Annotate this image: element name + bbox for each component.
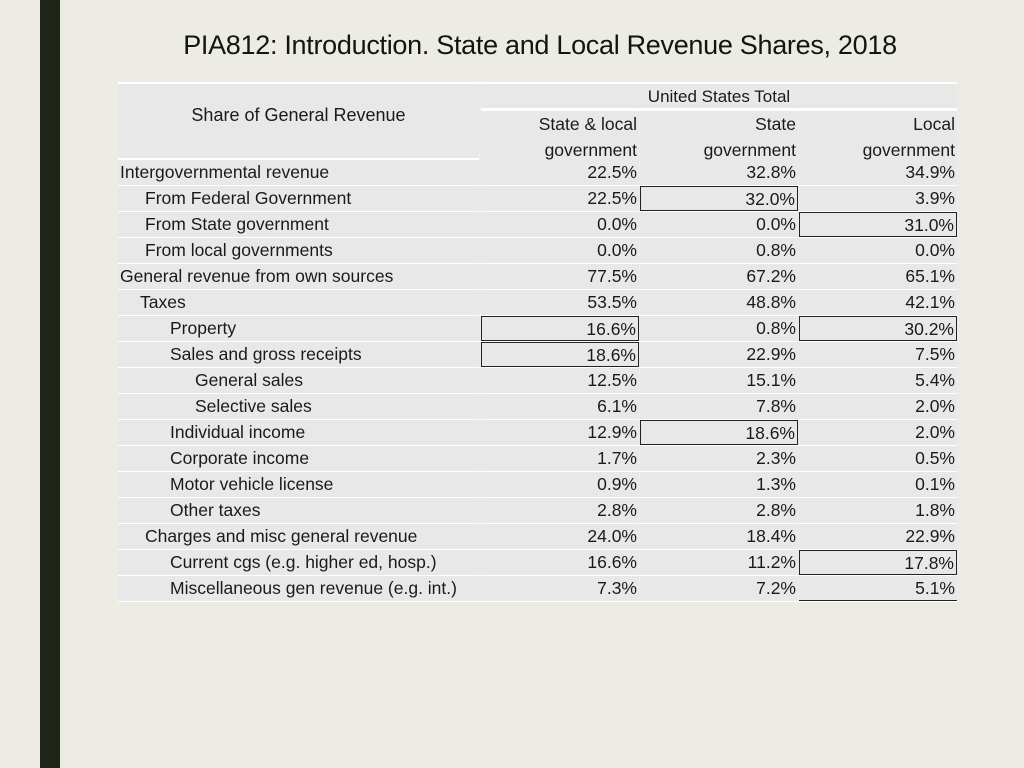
value-cell: 11.2% [640, 550, 798, 575]
value-cell: 34.9% [799, 160, 957, 185]
value-cell: 2.0% [799, 420, 957, 445]
table-row [118, 368, 957, 394]
value-cell: 0.0% [640, 212, 798, 237]
value-cell: 5.1% [799, 576, 957, 601]
slide-title: PIA812: Introduction. State and Local Revenue Shares, 2018 [183, 30, 897, 60]
value-cell: 1.3% [640, 472, 798, 497]
table-row [118, 524, 957, 550]
row-label: From Federal Government [118, 186, 479, 211]
row-label: Selective sales [118, 394, 479, 419]
row-label: General sales [118, 368, 479, 393]
value-cell: 0.8% [640, 316, 798, 341]
value-cell: 48.8% [640, 290, 798, 315]
row-header-label: Share of General Revenue [118, 84, 479, 160]
value-cell: 2.8% [640, 498, 798, 523]
column-header-state-and-local: State & local government [481, 111, 639, 160]
value-cell: 7.8% [640, 394, 798, 419]
value-cell: 0.1% [799, 472, 957, 497]
row-label: Taxes [118, 290, 479, 315]
value-cell: 12.5% [481, 368, 639, 393]
value-cell: 32.0% [640, 186, 798, 211]
row-label: Individual income [118, 420, 479, 445]
value-cell: 0.5% [799, 446, 957, 471]
value-cell: 1.7% [481, 446, 639, 471]
row-label: Current cgs (e.g. higher ed, hosp.) [118, 550, 479, 575]
value-cell: 22.9% [640, 342, 798, 367]
value-cell: 16.6% [481, 550, 639, 575]
value-cell: 2.0% [799, 394, 957, 419]
value-cell: 1.8% [799, 498, 957, 523]
table-row [118, 238, 957, 264]
row-label: Property [118, 316, 479, 341]
table-row [118, 212, 957, 238]
table-row [118, 420, 957, 446]
table-header [118, 82, 957, 160]
value-cell: 22.5% [481, 160, 639, 185]
table-row [118, 394, 957, 420]
table-row [118, 342, 957, 368]
value-cell: 15.1% [640, 368, 798, 393]
value-cell: 24.0% [481, 524, 639, 549]
table-row [118, 472, 957, 498]
row-label: Other taxes [118, 498, 479, 523]
value-cell: 12.9% [481, 420, 639, 445]
revenue-shares-table [118, 82, 957, 602]
value-cell: 7.5% [799, 342, 957, 367]
row-label: Charges and misc general revenue [118, 524, 479, 549]
row-label: General revenue from own sources [118, 264, 479, 289]
slide-accent-bar [40, 0, 60, 768]
column-header-local: Local government [799, 111, 957, 160]
value-cell: 0.0% [481, 238, 639, 263]
value-cell: 6.1% [481, 394, 639, 419]
row-label: From State government [118, 212, 479, 237]
value-cell: 67.2% [640, 264, 798, 289]
table-row [118, 290, 957, 316]
table-row [118, 160, 957, 186]
value-cell: 17.8% [799, 550, 957, 575]
value-cell: 18.6% [481, 342, 639, 367]
value-cell: 42.1% [799, 290, 957, 315]
value-cell: 31.0% [799, 212, 957, 237]
row-label: Miscellaneous gen revenue (e.g. int.) [118, 576, 479, 601]
value-cell: 32.8% [640, 160, 798, 185]
value-cell: 0.9% [481, 472, 639, 497]
table-row [118, 264, 957, 290]
table-row [118, 576, 957, 602]
table-row [118, 316, 957, 342]
value-cell: 0.0% [481, 212, 639, 237]
row-label: Intergovernmental revenue [118, 160, 479, 185]
value-cell: 53.5% [481, 290, 639, 315]
table-row [118, 446, 957, 472]
value-cell: 7.2% [640, 576, 798, 601]
group-header: United States Total [481, 84, 957, 108]
value-cell: 0.8% [640, 238, 798, 263]
value-cell: 5.4% [799, 368, 957, 393]
table-row [118, 186, 957, 212]
value-cell: 22.5% [481, 186, 639, 211]
row-label: Motor vehicle license [118, 472, 479, 497]
value-cell: 0.0% [799, 238, 957, 263]
value-cell: 22.9% [799, 524, 957, 549]
value-cell: 18.4% [640, 524, 798, 549]
table-row [118, 550, 957, 576]
value-cell: 2.8% [481, 498, 639, 523]
value-cell: 77.5% [481, 264, 639, 289]
row-label: Sales and gross receipts [118, 342, 479, 367]
value-cell: 7.3% [481, 576, 639, 601]
value-cell: 2.3% [640, 446, 798, 471]
value-cell: 65.1% [799, 264, 957, 289]
value-cell: 3.9% [799, 186, 957, 211]
value-cell: 30.2% [799, 316, 957, 341]
column-header-state: State government [640, 111, 798, 160]
row-label: Corporate income [118, 446, 479, 471]
value-cell: 18.6% [640, 420, 798, 445]
value-cell: 16.6% [481, 316, 639, 341]
table-row [118, 498, 957, 524]
row-label: From local governments [118, 238, 479, 263]
